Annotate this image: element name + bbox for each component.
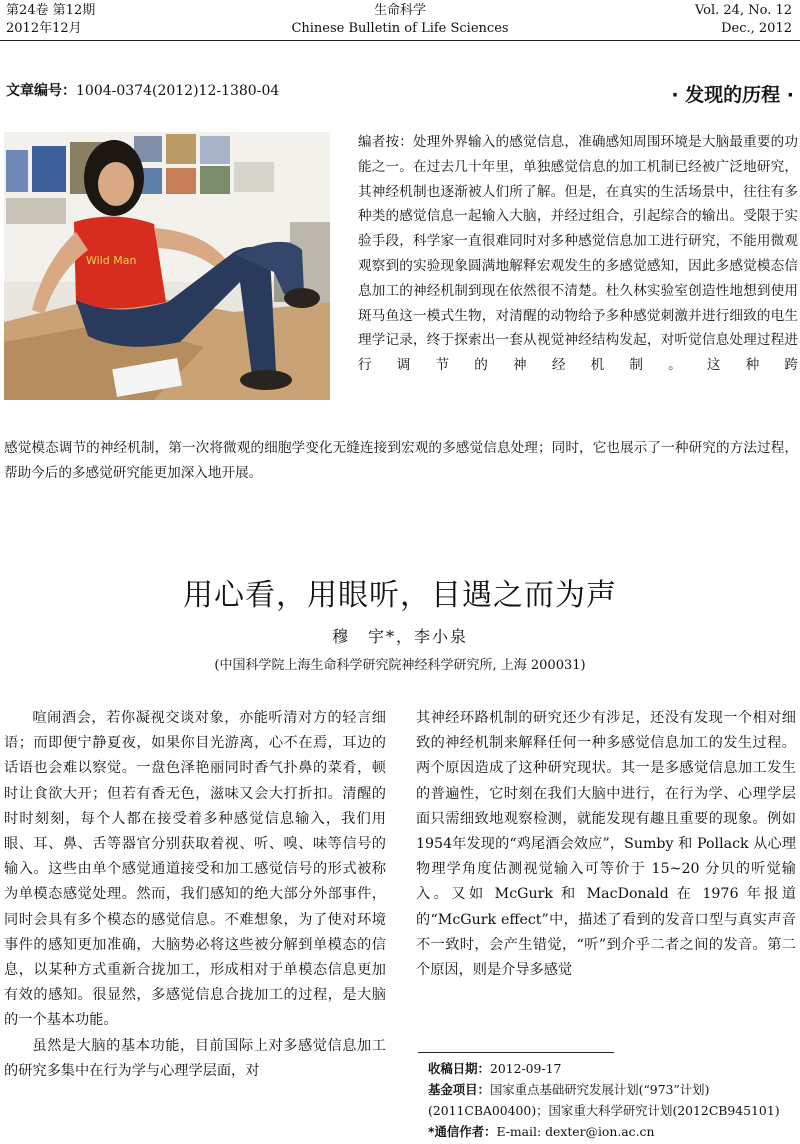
editor-note-bottom: 感觉模态调节的神经机制，第一次将微观的细胞学变化无缝连接到宏观的多感觉信息处理；同时，它也展示了一种研究的方法过程，帮助今后的多感觉研究能更加深入地开展。 (4, 440, 798, 481)
header-right (695, 2, 792, 38)
running-header (0, 0, 800, 41)
body-column-left (4, 706, 386, 1084)
footnote-received (428, 1058, 798, 1079)
footnote-correspondence (428, 1121, 798, 1142)
fund-value: 国家重点基础研究发展计划(“973”计划)(2011CBA00400)；国家重大科学研究计划(2012CB945101) (428, 1082, 780, 1118)
editor-note-top: 编者按：处理外界输入的感觉信息，准确感知周围环境是大脑最重要的功能之一。在过去几十年里，单独感觉信息的加工机制已经被广泛地研究，其神经机制也逐渐被人们所了解。但是，在真实的生活场景中，往往有多种类的感觉信息一起输入大脑，并经过组合，引起综合的输出。受限于实验手段，科学家一直很难同时对多种感觉信息加工进行研究，不能用微观观察到的实验现象圆满地解释宏观发生的多感觉感知，因此多感觉模态信息加工的神经机制到现在依然很不清楚。杜久林实验室创造性地想到使用斑马鱼这一模式生物，对清醒的动物给予多种感觉刺激并进行细致的电生理学记录，终于探索出一套从视觉神经结构发起，对听觉信息处理过程进行调节的神经机制。这种跨 (358, 134, 798, 374)
author-affiliation: (中国科学院上海生命科学研究院神经科学研究所, 上海 200031) (214, 658, 586, 673)
article-title: 用心看，用眼听，目遇之而为声 (183, 578, 617, 613)
body-column-right (416, 706, 796, 983)
header-volume-cn: 第24卷 第12期 (6, 3, 96, 18)
header-date-cn: 2012年12月 (6, 21, 82, 36)
correspondence-label: *通信作者： (428, 1124, 497, 1139)
header-journal-en: Chinese Bulletin of Life Sciences (291, 21, 509, 36)
received-label: 收稿日期： (428, 1061, 490, 1076)
received-value: 2012-09-17 (489, 1061, 562, 1076)
article-number-label: 文章编号： (6, 83, 76, 99)
footnote-divider (418, 1052, 614, 1053)
shirt-text: Wild Man (86, 254, 137, 267)
article-number (6, 80, 279, 100)
section-heading: · 发现的历程 · (671, 84, 794, 106)
body-paragraph: 虽然是大脑的基本功能，目前国际上对多感觉信息加工的研究多集中在行为学与心理学层面，对 (4, 1037, 386, 1079)
header-volume-en: Vol. 24, No. 12 (694, 3, 792, 18)
header-date-en: Dec., 2012 (721, 21, 792, 36)
correspondence-value: E-mail: dexter@ion.ac.cn (496, 1124, 655, 1139)
body-paragraph: 喧闹酒会，若你凝视交谈对象，亦能听清对方的轻言细语；而即便宁静夏夜，如果你目光游离，心不在焉，耳边的话语也会难以察觉。一盘色泽艳丽同时香气扑鼻的菜肴，顿时让食欲大开；但若有香无色，滋味又会大打折扣。清醒的时时刻刻，每个人都在接受着多种感觉信息输入，我们用眼、耳、鼻、舌等器官分别获取着视、听、嗅、味等信号的输入。这些由单个感觉通道接受和加工感觉信号的形式被称为单模态感觉处理。然而，我们感知的绝大部分外部事件，同时会具有多个模态的感觉信息。不难想象，为了使对环境事件的感知更加准确，大脑势必将这些被分解到单模态的信息，以某种方式重新合拢加工，形成相对于单模态信息更加有效的感知。很显然，多感觉信息合拢加工的过程，是大脑的一个基本功能。 (4, 710, 386, 1029)
article-number-value: 1004-0374(2012)12-1380-04 (76, 83, 280, 99)
author-photo-image (4, 132, 330, 400)
body-paragraph: 其神经环路机制的研究还少有涉足，还没有发现一个相对细致的神经机制来解释任何一种多感觉信息加工的发生过程。两个原因造成了这种研究现状。其一是多感觉信息加工发生的普遍性，它时刻在我们大脑中进行，在行为学、心理学层面只需细致地观察检测，就能发现有趣且重要的现象。例如1954年发现的“鸡尾酒会效应”，Sumby 和 Pollack 从心理物理学角度估测视觉输入可等价于 15~20 分贝的听觉输入。又如 McGurk 和 MacDonald 在 1976 年报道的“McGurk effect”中，描述了看到的发音口型与真实声音不一致时，会产生错觉，“听”到介乎二者之间的发音。第二个原因，则是介导多感觉 (416, 710, 796, 979)
header-journal-cn: 生命科学 (373, 3, 426, 18)
header-center (0, 2, 800, 38)
footnote (428, 1058, 798, 1142)
article-authors: 穆 宇*，李小泉 (331, 627, 468, 646)
author-photo (4, 132, 330, 400)
footnote-fund (428, 1079, 798, 1121)
fund-label: 基金项目： (428, 1082, 490, 1097)
